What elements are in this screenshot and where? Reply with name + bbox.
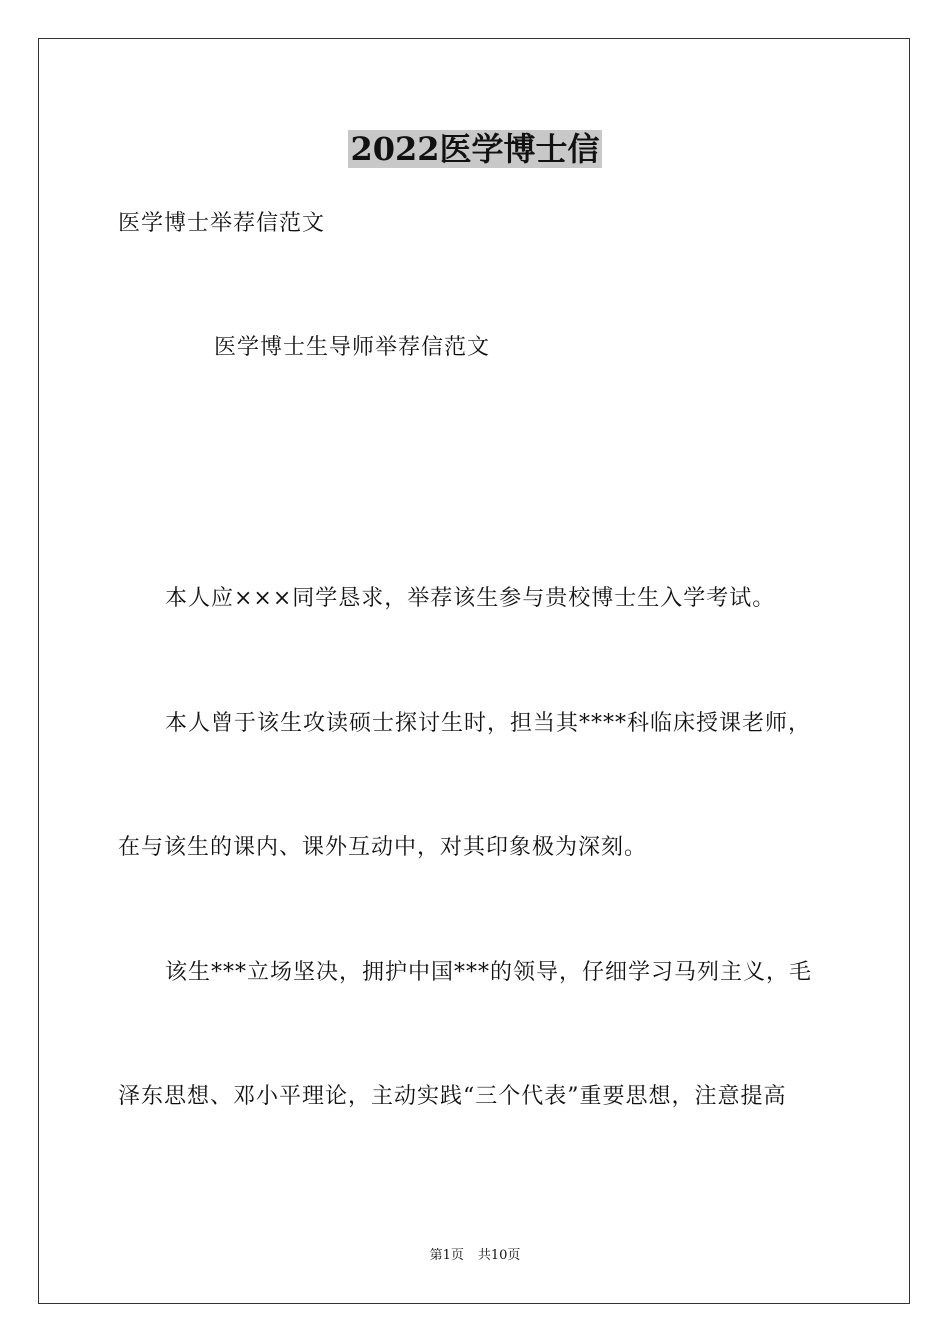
page-number: 第1页: [429, 1248, 464, 1263]
page-total: 共10页: [477, 1248, 521, 1263]
paragraph-line: 本人应×××同学恳求，举荐该生参与贵校博士生入学考试。: [165, 586, 776, 611]
heading-line: 医学博士生导师举荐信范文: [214, 335, 491, 360]
paragraph-line: 本人曾于该生攻读硕士探讨生时，担当其****科临床授课老师，: [165, 711, 812, 736]
paragraph-line: 该生***立场坚决，拥护中国***的领导，仔细学习马列主义，毛: [165, 960, 813, 985]
document-title: [0, 126, 950, 172]
subtitle-line: 医学博士举荐信范文: [118, 211, 326, 236]
paragraph-line: 在与该生的课内、课外互动中，对其印象极为深刻。: [118, 835, 648, 860]
title-text: 2022医学博士信: [350, 130, 600, 168]
page-footer: [0, 1247, 950, 1265]
paragraph-line: 泽东思想、邓小平理论，主动实践“三个代表”重要思想，注意提高: [118, 1084, 787, 1109]
